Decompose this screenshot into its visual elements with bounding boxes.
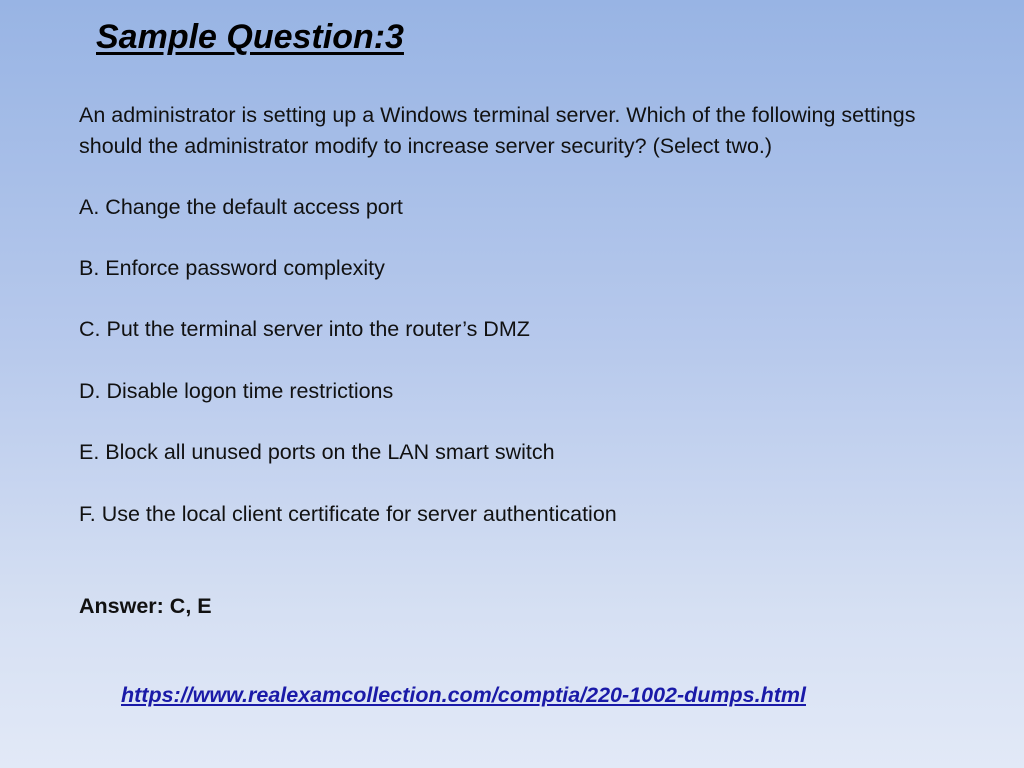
question-text: An administrator is setting up a Windows terminal server. Which of the following settings should the administrator modify to increase server security? (Select two.) <box>79 103 916 158</box>
option-b: B. Enforce password complexity <box>79 256 385 280</box>
option-d: D. Disable logon time restrictions <box>79 379 394 403</box>
slide-title: Sample Question:3 <box>96 18 404 56</box>
option-e: E. Block all unused ports on the LAN smart switch <box>79 440 555 464</box>
dumps-link[interactable]: https://www.realexamcollection.com/comptia/220-1002-dumps.html <box>121 683 806 707</box>
option-c: C. Put the terminal server into the router’s DMZ <box>79 317 530 341</box>
answer-text: Answer: C, E <box>79 594 212 618</box>
option-f: F. Use the local client certificate for server authentication <box>79 502 617 526</box>
option-a: A. Change the default access port <box>79 195 403 219</box>
